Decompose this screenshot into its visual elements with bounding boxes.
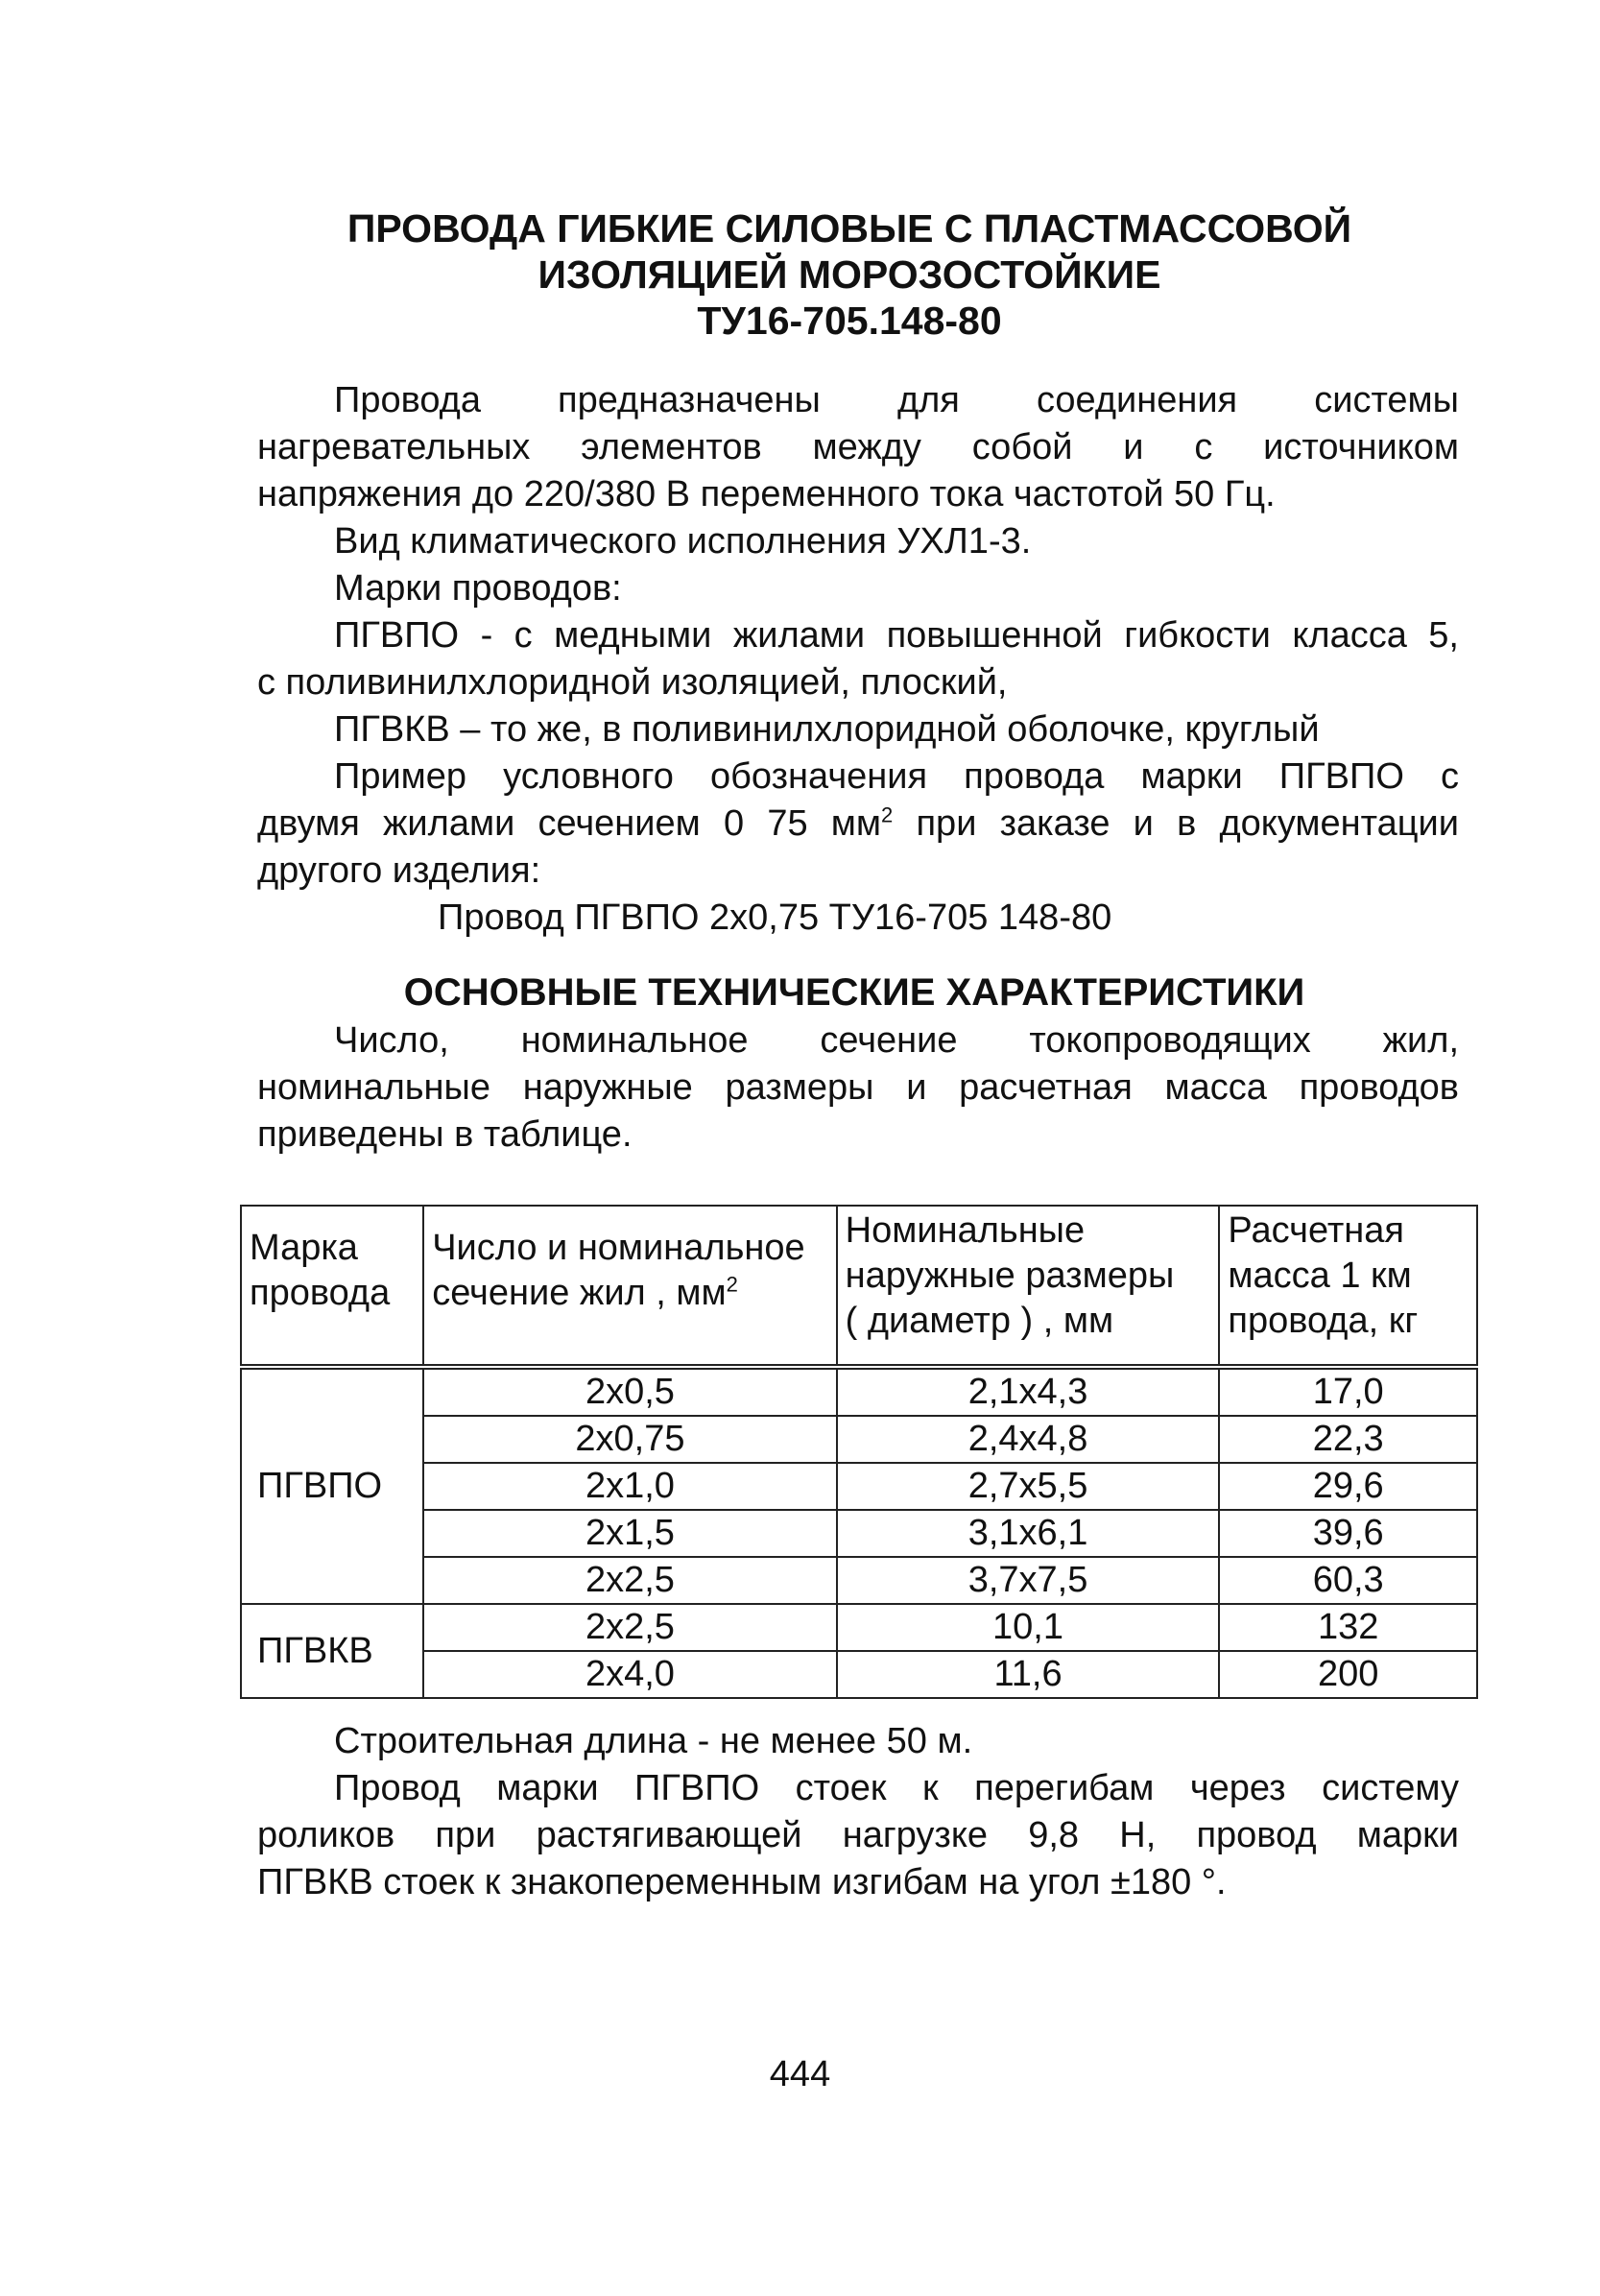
section-cell: 2х0,5 [423, 1367, 836, 1416]
intro-p6-line1: Пример условного обозначения провода марки ПГВПО с [334, 756, 1459, 797]
table-row [241, 1651, 1477, 1698]
intro-p6-line2 [257, 801, 1459, 848]
intro-text [257, 377, 1459, 942]
after-p2-line2: роликов при растягивающей нагрузке 9,8 Н, провод марки [257, 1815, 1459, 1855]
mass-cell: 39,6 [1219, 1510, 1477, 1557]
table-row [241, 1557, 1477, 1604]
after-p1: Строительная длина - не менее 50 м. [334, 1721, 973, 1761]
intro-example: Провод ПГВПО 2х0,75 ТУ16-705 148-80 [438, 897, 1112, 938]
intro-p6-line2-a: двумя жилами сечением 0 75 мм [257, 803, 882, 844]
intro-p6-line3: другого изделия: [257, 850, 541, 891]
mark-cell: ПГВКВ [241, 1604, 423, 1698]
table-row [241, 1604, 1477, 1651]
mass-cell: 17,0 [1219, 1367, 1477, 1416]
header-dims [837, 1206, 1220, 1367]
header-mass [1219, 1206, 1477, 1367]
dims-cell: 2,7х5,5 [837, 1463, 1220, 1510]
intro-p1-line1: Провода предназначены для соединения системы [334, 380, 1459, 420]
section-heading: ОСНОВНЫЕ ТЕХНИЧЕСКИЕ ХАРАКТЕРИСТИКИ [403, 971, 1305, 1014]
superscript: 2 [881, 802, 894, 827]
table-header-row [241, 1206, 1477, 1367]
intro-p2: Вид климатического исполнения УХЛ1-3. [334, 521, 1032, 562]
dims-cell: 10,1 [837, 1604, 1220, 1651]
section-cell: 2х2,5 [423, 1604, 836, 1651]
mass-cell: 22,3 [1219, 1416, 1477, 1463]
superscript: 2 [726, 1272, 738, 1297]
dims-cell: 3,7х7,5 [837, 1557, 1220, 1604]
header-section [423, 1206, 836, 1367]
table-row [241, 1510, 1477, 1557]
table-row [241, 1463, 1477, 1510]
table-row [241, 1416, 1477, 1463]
page-number: 444 [769, 2054, 831, 2094]
title-line-3: ТУ16-705.148-80 [697, 299, 1002, 343]
dims-cell: 2,1х4,3 [837, 1367, 1220, 1416]
title-line-1: ПРОВОДА ГИБКИЕ СИЛОВЫЕ С ПЛАСТМАССОВОЙ [346, 206, 1352, 251]
mass-cell: 60,3 [1219, 1557, 1477, 1604]
mass-cell: 200 [1219, 1651, 1477, 1698]
mass-cell: 29,6 [1219, 1463, 1477, 1510]
section-cell: 2х1,0 [423, 1463, 836, 1510]
section-line2: номинальные наружные размеры и расчетная масса проводов [257, 1067, 1459, 1108]
header-mark [241, 1206, 423, 1367]
header-mass-line3: провода, кг [1228, 1301, 1419, 1341]
section-cell: 2х2,5 [423, 1557, 836, 1604]
intro-p6-line2-b: при заказе и в документации [893, 803, 1459, 844]
dims-cell: 2,4х4,8 [837, 1416, 1220, 1463]
intro-p1-line2: нагревательных элементов между собой и с источником [257, 427, 1459, 467]
dims-cell: 11,6 [837, 1651, 1220, 1698]
intro-p1-line3: напряжения до 220/380 В переменного тока частотой 50 Гц. [257, 474, 1276, 514]
header-mass-line1: Расчетная [1228, 1210, 1404, 1251]
intro-p4-line1: ПГВПО - с медными жилами повышенной гибкости класса 5, [334, 615, 1459, 656]
dims-cell: 3,1х6,1 [837, 1510, 1220, 1557]
header-dims-line2: наружные размеры [845, 1256, 1175, 1296]
header-mark-line2: провода [250, 1273, 391, 1313]
section-cell: 2х4,0 [423, 1651, 836, 1698]
after-p2-line1: Провод марки ПГВПО стоек к перегибам через систему [334, 1768, 1459, 1808]
section-text [257, 1017, 1459, 1159]
section-line1: Число, номинальное сечение токопроводящих жил, [334, 1020, 1459, 1061]
section-line3: приведены в таблице. [257, 1114, 633, 1155]
section-cell: 2х1,5 [423, 1510, 836, 1557]
title-line-2: ИЗОЛЯЦИЕЙ МОРОЗОСТОЙКИЕ [537, 252, 1161, 297]
after-p2-line3: ПГВКВ стоек к знакопеременным изгибам на угол ±180 °. [257, 1862, 1227, 1902]
intro-p5: ПГВКВ – то же, в поливинилхлоридной оболочке, круглый [334, 709, 1320, 750]
intro-p4-line2: с поливинилхлоридной изоляцией, плоский, [257, 662, 1008, 703]
header-mass-line2: масса 1 км [1228, 1256, 1412, 1296]
header-dims-line3: ( диаметр ) , мм [845, 1301, 1114, 1341]
mass-cell: 132 [1219, 1604, 1477, 1651]
spec-table [240, 1205, 1478, 1699]
intro-p3: Марки проводов: [334, 568, 622, 609]
after-text [257, 1718, 1459, 1906]
mark-cell: ПГВПО [241, 1367, 423, 1604]
section-cell: 2х0,75 [423, 1416, 836, 1463]
table-row [241, 1367, 1477, 1416]
header-mark-line1: Марка [250, 1228, 358, 1268]
header-section-line2: сечение жил , мм [432, 1273, 727, 1313]
header-section-line1: Число и номинальное [432, 1228, 805, 1268]
header-dims-line1: Номинальные [845, 1210, 1086, 1251]
